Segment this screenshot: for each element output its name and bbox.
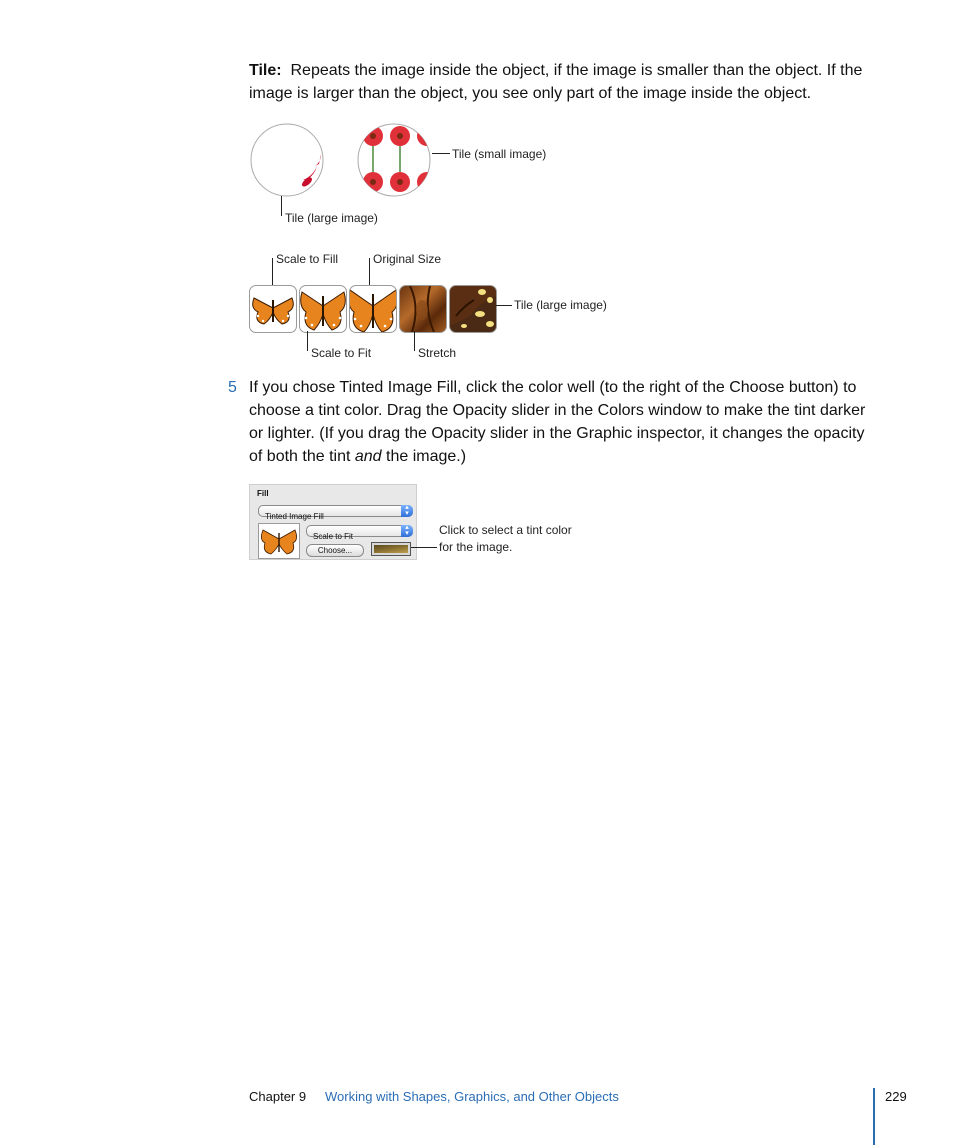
label-scale-to-fill: Scale to Fill (276, 252, 339, 266)
stretched-texture-icon (400, 286, 446, 332)
tile-description (249, 59, 879, 105)
tint-color-swatch (374, 545, 408, 553)
callout-line-tint (411, 547, 437, 548)
label-tile-large-image: Tile (large image) (285, 211, 378, 225)
step-number: 5 (228, 379, 237, 396)
footer-chapter-title: Working with Shapes, Graphics, and Other Objects (325, 1089, 619, 1104)
fill-inspector-panel (249, 484, 417, 560)
callout-line-tile-small (432, 153, 450, 154)
step-5-text-after: the image.) (381, 448, 467, 465)
footer-divider (873, 1088, 875, 1145)
callout-line-original-size (369, 258, 370, 286)
fill-type-popup[interactable] (258, 504, 413, 521)
tile-text: Repeats the image inside the object, if the image is smaller than the object. If the image is larger than the object, you see only part of the image inside the object. (249, 62, 863, 102)
callout-tint-line2: for the image. (439, 540, 513, 554)
butterfly-icon (250, 286, 296, 332)
callout-line-tile-large (281, 196, 282, 216)
step-5-text (249, 376, 879, 468)
butterfly-icon (259, 524, 299, 558)
thumb-scale-to-fill (249, 285, 297, 333)
step-5-emphasis: and (354, 448, 382, 465)
label-original-size: Original Size (373, 252, 442, 266)
thumb-original-size (349, 285, 397, 333)
callout-line-stretch (414, 331, 415, 351)
callout-line-tile-large-2 (496, 305, 512, 306)
label-tile-large-image-2: Tile (large image) (514, 298, 607, 312)
label-stretch: Stretch (418, 346, 457, 360)
tile-term: Tile: (249, 62, 282, 79)
footer-page-number: 229 (885, 1089, 907, 1104)
popup-arrows-icon: ▴ ▾ (401, 525, 413, 537)
fill-panel-title: Fill (257, 489, 269, 498)
footer-chapter: Chapter 9 (249, 1089, 307, 1104)
fill-type-popup-value: Tinted Image Fill (265, 512, 324, 521)
step-5-text-before: If you chose Tinted Image Fill, click the color well (to the right of the Choose button) to choose a tint color. Drag the Opacity slider in the Colors window to make the tint darker or lighter. (If you drag the Opacity slider in the Graphic inspector, it changes the opacity of both the tint (249, 379, 866, 465)
circle-tile-large-image (249, 122, 325, 198)
image-well[interactable] (258, 523, 300, 559)
scale-popup-value: Scale to Fit (313, 532, 354, 541)
wing-texture-icon (450, 286, 496, 332)
thumb-stretch (399, 285, 447, 333)
thumb-scale-to-fit (299, 285, 347, 333)
tint-color-well[interactable] (371, 542, 411, 556)
choose-button[interactable]: Choose... (306, 544, 364, 557)
popup-arrows-icon: ▴ ▾ (401, 505, 413, 517)
label-tile-small-image: Tile (small image) (452, 147, 547, 161)
butterfly-icon (300, 286, 346, 332)
scale-popup[interactable] (306, 524, 413, 541)
callout-tint-line1: Click to select a tint color (439, 523, 572, 537)
butterfly-icon (350, 286, 396, 332)
thumb-tile-large-image (449, 285, 497, 333)
label-scale-to-fit: Scale to Fit (311, 346, 372, 360)
callout-line-scale-to-fill (272, 258, 273, 286)
circle-tile-small-image (356, 122, 432, 198)
callout-line-scale-to-fit (307, 331, 308, 351)
